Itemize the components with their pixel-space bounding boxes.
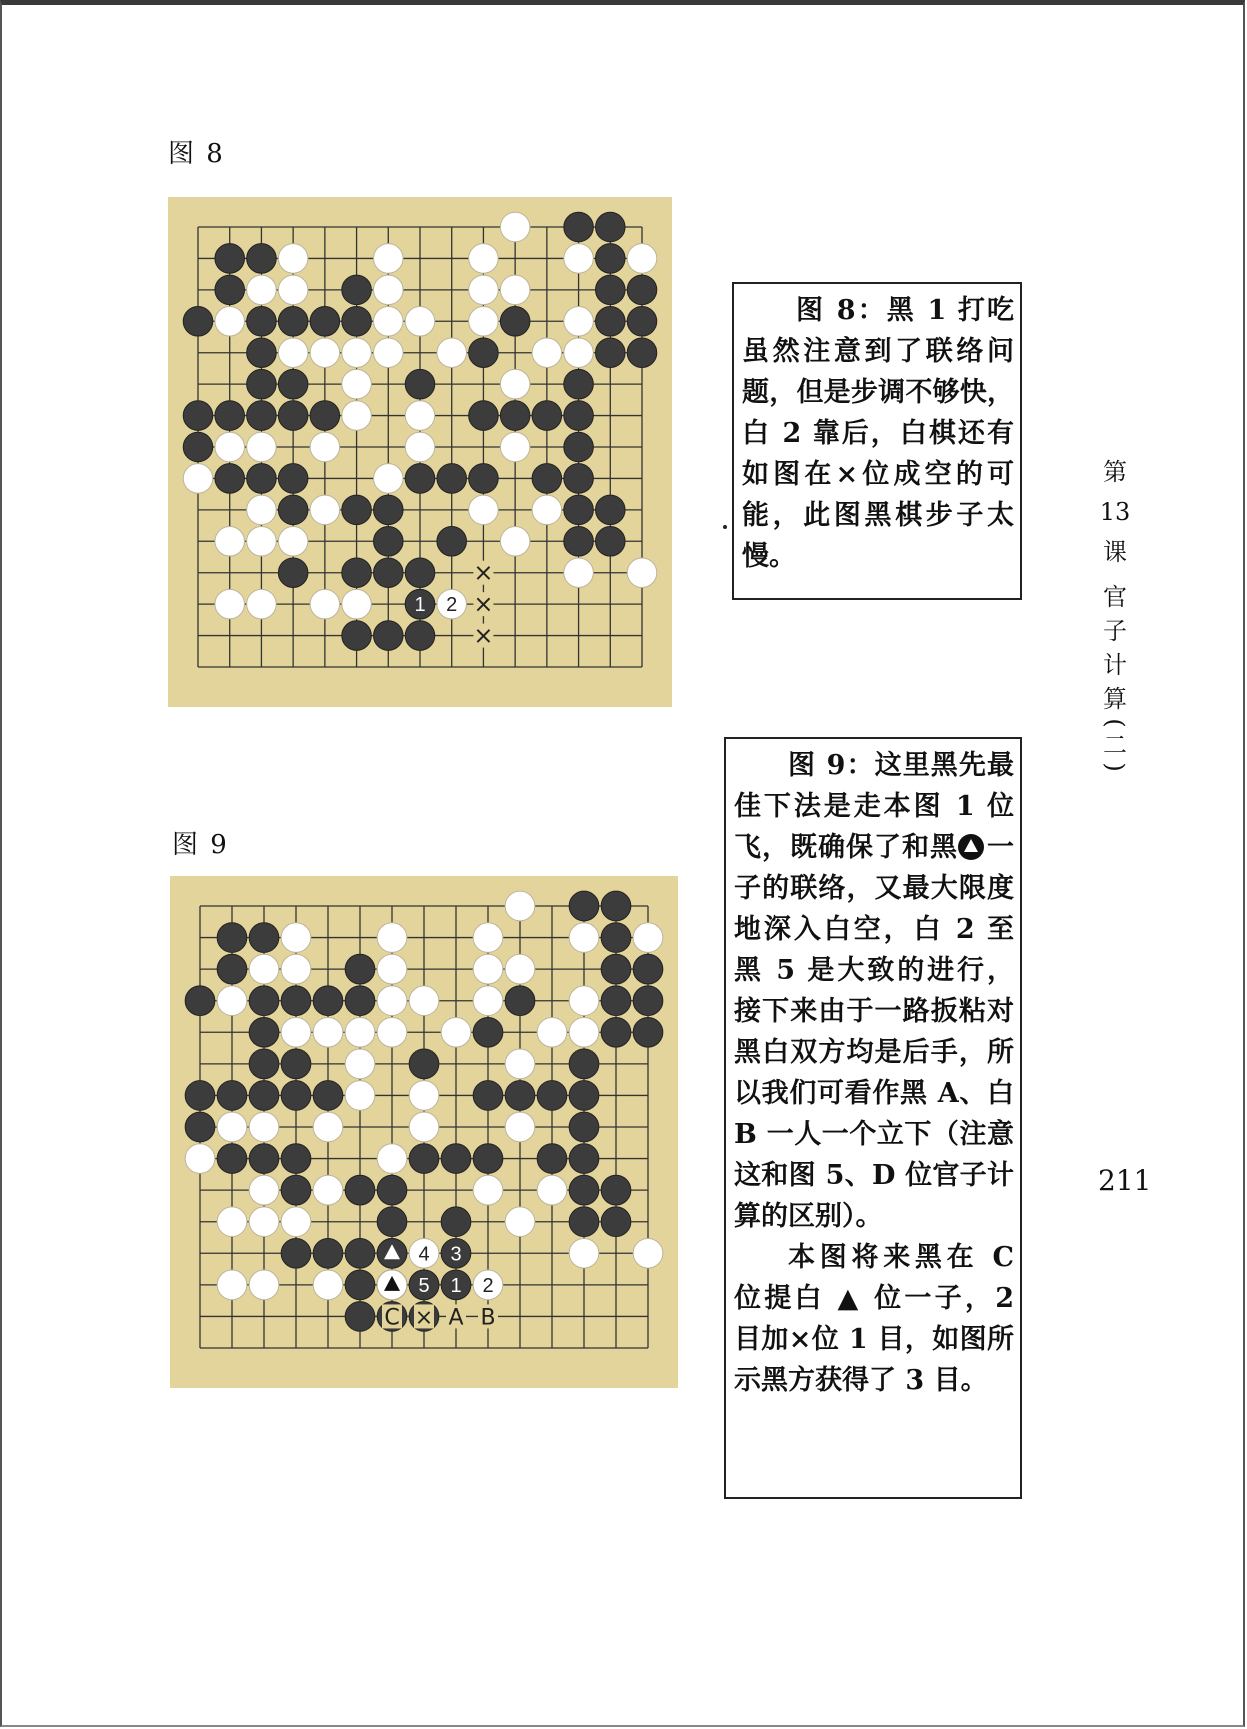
black-stone [185,986,215,1016]
black-stone [345,1302,375,1332]
move-label-2: 2 [446,594,458,617]
black-stone [185,1112,215,1142]
black-stone-3-label: 3 [450,1243,462,1266]
white-stone [505,954,535,984]
white-stone [569,986,599,1016]
side-char: 官 [1103,583,1127,611]
white-stone [469,275,499,305]
figure8-caption-text: 图 8：黑 1 打吃虽然注意到了联络问题，但是步调不够快，白 2 靠后，白棋还有如图在×位成空的可能，此图黑棋步子太慢。 [742,295,1014,572]
white-stone [342,369,372,399]
white-stone [473,1175,503,1205]
side-char: 二 [1103,731,1127,759]
x-mark: × [473,590,494,619]
side-char: 算 [1103,685,1127,713]
black-stone [569,1112,599,1142]
white-stone [281,954,311,984]
black-stone [537,1144,567,1174]
black-stone [601,923,631,953]
white-stone [500,432,530,462]
black-stone [374,558,404,588]
black-stone [532,401,562,431]
chapter-side-title [1095,452,1135,774]
white-stone [278,244,308,274]
white-stone [281,1017,311,1047]
black-stone [601,1017,631,1047]
black-stone [281,1175,311,1205]
black-stone [596,275,626,305]
black-stone [564,369,594,399]
white-stone [374,275,404,305]
x-mark: × [473,558,494,587]
black-stone [405,369,435,399]
white-stone [564,244,594,274]
white-stone [249,954,279,984]
white-stone [310,495,340,525]
white-stone [505,1207,535,1237]
black-stone [247,401,277,431]
black-stone [313,1238,343,1268]
figure8-label: 图 8 [168,139,225,169]
black-stone [409,1049,439,1079]
white-stone [249,1270,279,1300]
white-stone [374,244,404,274]
white-stone [217,1270,247,1300]
figure9-label: 图 9 [172,830,229,860]
white-stone [500,212,530,242]
white-stone [405,307,435,337]
black-stone [345,954,375,984]
black-stone [569,1207,599,1237]
white-stone [405,432,435,462]
white-stone [377,954,407,984]
black-stone [537,1081,567,1111]
side-char: 第 [1103,458,1127,486]
black-stone [281,1049,311,1079]
white-stone [185,1144,215,1174]
white-stone [377,986,407,1016]
black-stone [310,307,340,337]
white-stone [247,432,277,462]
white-stone [569,923,599,953]
black-stone [183,432,213,462]
white-stone [537,1017,567,1047]
move-label-1: 1 [414,594,426,617]
white-stone [473,923,503,953]
white-stone [569,1017,599,1047]
white-stone [532,495,562,525]
white-stone [409,1112,439,1142]
black-stone [345,1270,375,1300]
black-stone [249,986,279,1016]
white-stone [217,986,247,1016]
white-stone [247,275,277,305]
black-stone [249,1017,279,1047]
black-stone [342,495,372,525]
black-stone [596,307,626,337]
figure8-board-svg [168,197,672,707]
black-triangle-stone-icon [958,834,984,860]
black-stone [215,244,245,274]
white-stone [342,589,372,619]
black-stone [441,1144,471,1174]
black-stone-5-label: 5 [418,1274,430,1297]
black-stone [281,1238,311,1268]
side-char: 课 [1103,538,1127,566]
white-stone [310,338,340,368]
black-stone [342,307,372,337]
black-stone [437,464,467,494]
white-stone [569,1238,599,1268]
white-stone [564,338,594,368]
black-stone [217,954,247,984]
white-stone [249,1175,279,1205]
white-stone [247,589,277,619]
white-stone [342,401,372,431]
stray-dot [723,525,727,529]
white-stone [281,1207,311,1237]
black-stone [249,1049,279,1079]
black-stone [601,1207,631,1237]
black-stone [601,954,631,984]
white-stone [215,589,245,619]
figure9-caption-box [724,737,1022,1499]
black-stone [215,401,245,431]
black-stone [627,338,657,368]
point-label: A [448,1305,464,1331]
black-stone [217,1081,247,1111]
black-stone [249,923,279,953]
white-stone [441,1017,471,1047]
white-stone [374,338,404,368]
black-stone [217,1144,247,1174]
black-stone [473,1081,503,1111]
white-stone [215,527,245,557]
black-stone [596,527,626,557]
white-stone [247,495,277,525]
white-stone [249,1112,279,1142]
black-stone [633,954,663,984]
white-stone [278,338,308,368]
black-stone [345,1175,375,1205]
white-stone [500,275,530,305]
black-stone [215,464,245,494]
white-stone [217,1112,247,1142]
white-stone [313,1017,343,1047]
white-stone [473,986,503,1016]
black-stone [505,986,535,1016]
black-stone [247,464,277,494]
white-stone [313,1270,343,1300]
side-char: 计 [1103,651,1127,679]
figure9-go-board [170,876,678,1388]
white-stone [532,338,562,368]
black-stone [377,1207,407,1237]
white-stone [278,275,308,305]
white-stone [505,891,535,921]
figure9-caption-part-a: 图 9：这里黑先最佳下法是走本图 1 位飞，既确保了和黑 [734,750,1014,863]
black-stone [564,401,594,431]
black-stone [601,986,631,1016]
black-stone [278,307,308,337]
black-stone [342,621,372,651]
white-stone [633,923,663,953]
black-stone [469,338,499,368]
black-stone [313,986,343,1016]
white-stone [281,923,311,953]
black-stone [217,923,247,953]
black-stone [564,495,594,525]
white-stone [405,401,435,431]
white-stone [505,1049,535,1079]
black-stone [409,1144,439,1174]
black-stone [596,495,626,525]
black-stone [627,307,657,337]
black-stone [569,891,599,921]
white-stone [437,338,467,368]
figure9-board-svg [170,876,678,1388]
white-stone [627,244,657,274]
black-stone [310,401,340,431]
white-stone [374,307,404,337]
black-stone [569,1144,599,1174]
black-stone [281,986,311,1016]
white-stone [215,307,245,337]
black-stone [569,1081,599,1111]
white-stone [183,464,213,494]
black-stone [278,558,308,588]
black-stone [374,495,404,525]
black-stone [342,558,372,588]
black-stone [247,307,277,337]
black-stone [185,1081,215,1111]
black-stone [247,244,277,274]
white-stone [409,1081,439,1111]
white-stone-4-label: 4 [418,1243,430,1266]
black-stone [278,401,308,431]
black-stone [633,1017,663,1047]
white-stone [313,1175,343,1205]
white-stone [342,338,372,368]
black-stone [469,401,499,431]
black-stone [377,1175,407,1205]
white-stone [215,432,245,462]
black-stone [281,1144,311,1174]
white-stone [469,307,499,337]
black-stone [441,1207,471,1237]
black-stone [505,1081,535,1111]
white-stone [473,954,503,984]
black-stone [596,338,626,368]
black-stone [374,621,404,651]
point-label: B [480,1305,496,1331]
white-stone [469,244,499,274]
white-stone [537,1175,567,1205]
white-stone [278,527,308,557]
x-mark: × [473,621,494,650]
side-char: 子 [1103,617,1127,645]
white-stone [564,558,594,588]
figure8-go-board [168,197,672,707]
black-stone [183,307,213,337]
black-stone [247,338,277,368]
white-stone [310,589,340,619]
black-stone [596,244,626,274]
black-stone [281,1081,311,1111]
black-stone [473,1017,503,1047]
black-stone [564,212,594,242]
black-stone [564,527,594,557]
white-stone [500,527,530,557]
black-stone [601,891,631,921]
black-stone [569,1175,599,1205]
white-stone [247,527,277,557]
black-stone [342,275,372,305]
figure9-caption-para1 [734,745,1014,1237]
white-stone [564,307,594,337]
white-stone [249,1207,279,1237]
black-stone [500,307,530,337]
black-stone [405,464,435,494]
black-stone [215,275,245,305]
white-stone [409,986,439,1016]
black-stone [249,1081,279,1111]
side-char: 13 [1099,498,1131,526]
black-stone [345,986,375,1016]
page-number: 211 [1098,1164,1152,1197]
side-char: ( [1101,718,1129,728]
black-stone [601,1175,631,1205]
white-stone [345,1081,375,1111]
white-stone [217,1207,247,1237]
black-stone [564,464,594,494]
white-stone [377,1017,407,1047]
black-stone [469,464,499,494]
black-stone [473,1144,503,1174]
white-stone [377,1144,407,1174]
black-stone [437,527,467,557]
point-label: C [384,1305,400,1331]
black-stone [183,401,213,431]
point-label: × [414,1305,434,1331]
black-stone [569,1049,599,1079]
white-stone [469,495,499,525]
black-stone [532,464,562,494]
black-stone-1-label: 1 [450,1274,462,1297]
white-stone [627,558,657,588]
black-stone [627,275,657,305]
white-stone [313,1112,343,1142]
white-stone [505,1112,535,1142]
black-stone [564,432,594,462]
black-stone [596,212,626,242]
black-stone [278,464,308,494]
white-stone [310,432,340,462]
black-stone [374,527,404,557]
black-stone [247,369,277,399]
black-stone [405,558,435,588]
black-stone [405,621,435,651]
black-stone [249,1144,279,1174]
figure9-caption-part-b: 一子的联络，又最大限度地深入白空，白 2 至黑 5 是大致的进行，接下来由于一路扳粘对黑白双方均是后手，所以我们可看作黑 A、白 B 一人一个立下（注意这和图 5、D 位官子计算的区别）。 [734,832,1014,1232]
white-stone [633,1238,663,1268]
white-stone [377,923,407,953]
side-char: ) [1101,762,1129,772]
figure9-caption-para2: 本图将来黑在 C 位提白 ▲ 位一子，2 目加×位 1 目，如图所示黑方获得了 3 目。 [734,1242,1014,1396]
white-stone-2-label: 2 [482,1274,494,1297]
black-stone [345,1238,375,1268]
white-stone [345,1017,375,1047]
black-stone [500,401,530,431]
white-stone [374,464,404,494]
black-stone [313,1081,343,1111]
figure8-caption-box [732,282,1022,600]
black-stone [278,495,308,525]
black-stone [278,369,308,399]
white-stone [345,1049,375,1079]
white-stone [500,369,530,399]
black-stone [633,986,663,1016]
